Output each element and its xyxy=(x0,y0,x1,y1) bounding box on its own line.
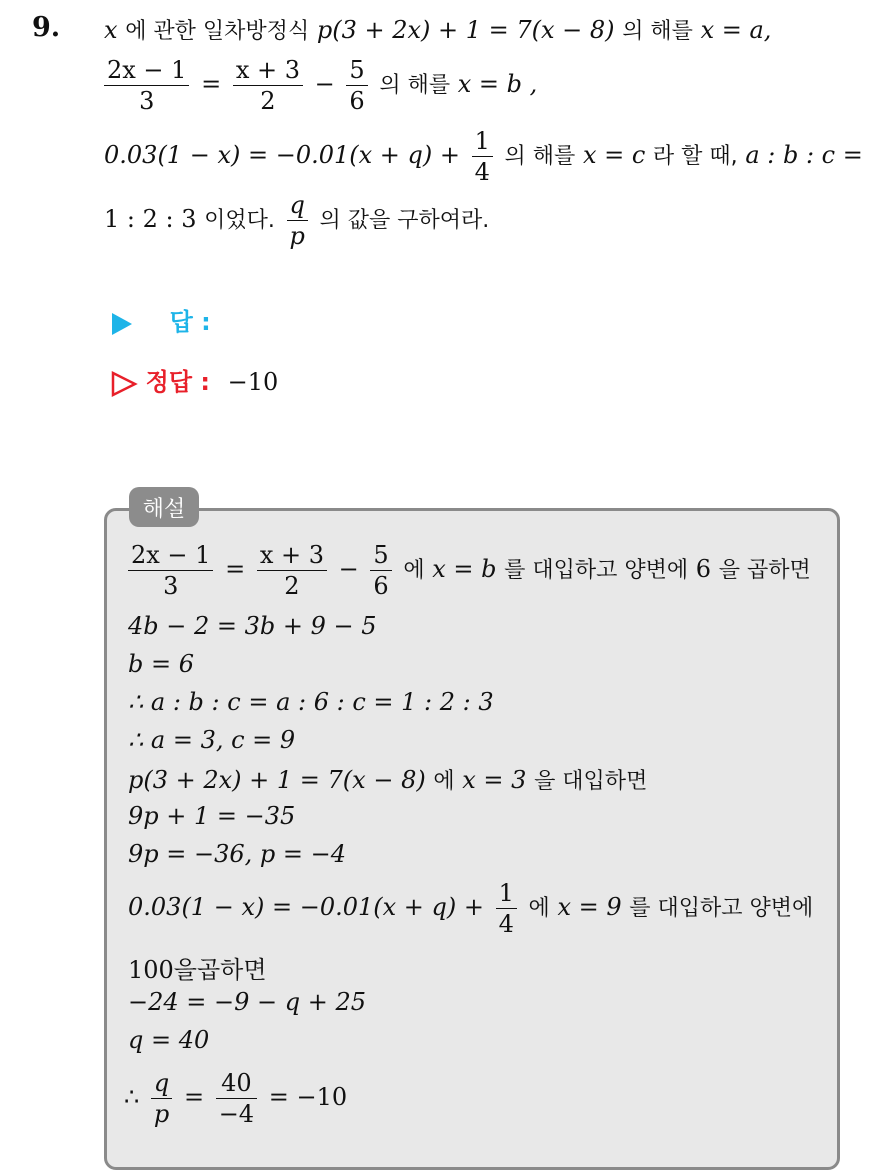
fraction xyxy=(346,55,367,116)
fraction xyxy=(128,540,213,601)
answer-label: 답 : xyxy=(169,308,211,336)
text: 의 해를 xyxy=(379,73,451,98)
denominator: 3 xyxy=(139,87,155,115)
text: 에 xyxy=(403,558,425,583)
numerator: 1 xyxy=(472,126,493,157)
text: 이었다. xyxy=(204,208,275,233)
denominator: 2 xyxy=(260,87,276,115)
denominator: 6 xyxy=(373,572,389,600)
problem-line-1 xyxy=(104,14,771,45)
text: 에 xyxy=(433,769,455,794)
problem-number: 9. xyxy=(32,12,61,43)
solution-line-12: q = 40 xyxy=(128,1026,210,1054)
numerator: 1 xyxy=(496,878,517,909)
solution-line-2: 4b − 2 = 3b + 9 − 5 xyxy=(128,612,377,640)
equation: x = b , xyxy=(457,70,538,98)
denominator: 4 xyxy=(498,910,514,938)
var-x: x xyxy=(104,16,118,44)
solution-line-11: −24 = −9 − q + 25 xyxy=(128,988,367,1016)
denominator: 3 xyxy=(163,572,179,600)
solution-line-9 xyxy=(128,878,813,939)
numerator: x + 3 xyxy=(257,540,327,571)
numerator: q xyxy=(287,190,308,221)
numerator: x + 3 xyxy=(233,55,303,86)
play-triangle-icon xyxy=(112,313,132,335)
equation: x = a, xyxy=(700,16,772,44)
fraction xyxy=(233,55,303,116)
correct-answer-label: 정답 : xyxy=(145,368,210,396)
solution-line-1 xyxy=(124,540,811,601)
fraction xyxy=(104,55,189,116)
fraction xyxy=(496,878,517,939)
therefore-symbol: ∴ xyxy=(124,1083,140,1111)
equation: x = b xyxy=(432,555,497,583)
correct-answer-row xyxy=(110,362,278,398)
denominator: −4 xyxy=(218,1100,255,1128)
text: 을 대입하면 xyxy=(534,769,648,794)
fraction xyxy=(257,540,327,601)
ratio: 1 : 2 : 3 xyxy=(104,205,197,233)
problem-line-4 xyxy=(104,190,489,251)
solution-line-8: 9p = −36, p = −4 xyxy=(128,840,347,868)
denominator: 4 xyxy=(474,158,490,186)
text: 의 해를 xyxy=(622,19,693,44)
equation: x = 3 xyxy=(462,766,527,794)
equation: 0.03(1 − x) = −0.01(x + q) + xyxy=(104,141,460,169)
text: 의 값을 구하여라. xyxy=(319,208,490,233)
solution-line-5: ∴ a = 3, c = 9 xyxy=(128,726,296,754)
correct-answer-value: −10 xyxy=(227,368,279,396)
fraction xyxy=(287,190,308,251)
equation: x = c xyxy=(582,141,646,169)
equation: p(3 + 2x) + 1 = 7(x − 8) xyxy=(128,766,426,794)
denominator: 2 xyxy=(284,572,300,600)
equation: x = 9 xyxy=(557,893,622,921)
equation: 0.03(1 − x) = −0.01(x + q) + xyxy=(128,893,484,921)
outline-triangle-icon xyxy=(110,370,138,398)
fraction xyxy=(151,1068,172,1129)
operator: − xyxy=(338,555,359,583)
numerator: 40 xyxy=(216,1068,257,1099)
problem-line-3 xyxy=(104,126,863,187)
operator: − xyxy=(314,70,335,98)
text: 에 xyxy=(528,896,550,921)
fraction xyxy=(472,126,493,187)
operator: = xyxy=(183,1083,205,1111)
numerator: q xyxy=(151,1068,172,1099)
fraction xyxy=(370,540,391,601)
denominator: 6 xyxy=(349,87,365,115)
numerator: 2x − 1 xyxy=(128,540,213,571)
text: 의 해를 xyxy=(504,144,576,169)
solution-tab: 해설 xyxy=(129,487,199,527)
operator: = xyxy=(201,70,222,98)
answer-row xyxy=(112,302,211,337)
solution-line-10: 100을곱하면 xyxy=(128,956,267,984)
text: 에 관한 일차방정식 xyxy=(125,19,310,44)
solution-line-6 xyxy=(128,764,647,795)
numerator: 5 xyxy=(346,55,367,86)
text: 를 대입하고 양변에 xyxy=(629,896,814,921)
solution-line-3: b = 6 xyxy=(128,650,194,678)
problem-line-2 xyxy=(100,55,537,116)
text: 을 곱하면 xyxy=(718,558,811,583)
numerator: 5 xyxy=(370,540,391,571)
solution-line-13 xyxy=(124,1068,347,1129)
operator: = xyxy=(225,555,246,583)
text: 라 할 때, xyxy=(652,144,738,169)
text: 를 대입하고 양변에 xyxy=(504,558,689,583)
result: = −10 xyxy=(268,1083,348,1111)
equation: p(3 + 2x) + 1 = 7(x − 8) xyxy=(316,16,615,44)
fraction xyxy=(216,1068,257,1129)
number: 6 xyxy=(695,555,712,583)
ratio: a : b : c = xyxy=(745,141,863,169)
numerator: 2x − 1 xyxy=(104,55,189,86)
denominator: p xyxy=(153,1100,170,1128)
solution-line-4: ∴ a : b : c = a : 6 : c = 1 : 2 : 3 xyxy=(128,688,494,716)
solution-line-7: 9p + 1 = −35 xyxy=(128,802,296,830)
denominator: p xyxy=(289,222,305,250)
